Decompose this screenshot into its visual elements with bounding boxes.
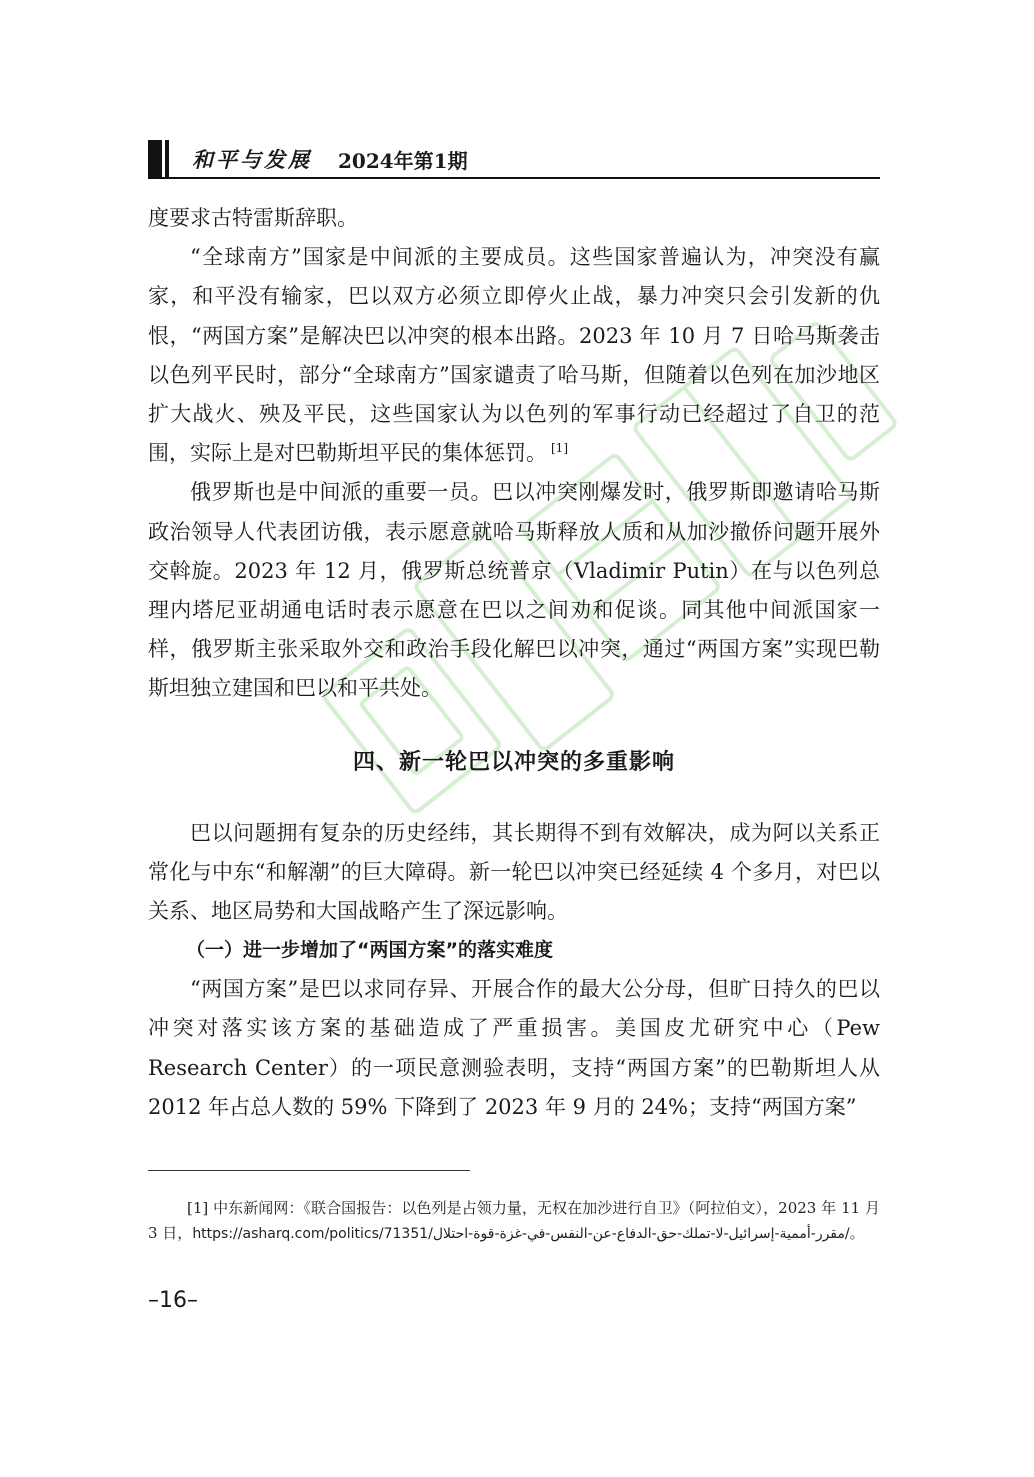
footnote: [148, 1196, 880, 1247]
section-title: 四、新一轮巴以冲突的多重影响: [352, 749, 675, 775]
paragraph-4: 巴以问题拥有复杂的历史经纬，其长期得不到有效解决，成为阿以关系正常化与中东“和解潮”的巨大障碍。新一轮巴以冲突已经延续 4 个多月，对巴以关系、地区局势和大国战略产生了深远影响。: [148, 820, 880, 924]
header-bar: [148, 140, 162, 178]
paragraph-5: “两国方案”是巴以求同存异、开展合作的最大公分母，但旷日持久的巴以冲突对落实该方案的基础造成了严重损害。美国皮尤研究中心（Pew Research Center）的一项民意测验表明，支持“两国方案”的巴勒斯坦人从 2012 年占总人数的 59% 下降到了 2023 年 9 月的 24%；支持“两国方案”: [148, 977, 880, 1119]
footnote-url[interactable]: https://asharq.com/politics/71351/مقرر-أممية-إسرائيل-لا-تملك-حق-الدفاع-عن-النفس-في-غزة-قوة-احتلال/: [192, 1226, 850, 1242]
journal-name: 和平与发展: [192, 147, 312, 172]
running-header: [148, 140, 880, 178]
footnote-rule: [148, 1170, 470, 1171]
paragraph-1: 度要求古特雷斯辞职。: [148, 206, 358, 230]
subsection-title: （一）进一步增加了“两国方案”的落实难度: [186, 939, 553, 962]
header-rule: [148, 177, 880, 179]
paragraph-2-text: “全球南方”国家是中间派的主要成员。这些国家普遍认为，冲突没有赢家，和平没有输家，巴以双方必须立即停火止战，暴力冲突只会引发新的仇恨，“两国方案”是解决巴以冲突的根本出路。2023 年 10 月 7 日哈马斯袭击以色列平民时，部分“全球南方”国家谴责了哈马斯，但随着以色列在加沙地区扩大战火、殃及平民，这些国家认为以色列的军事行动已经超过了自卫的范围，实际上是对巴勒斯坦平民的集体惩罚。: [148, 245, 880, 466]
paragraph-2: [148, 238, 880, 473]
paragraph-3: 俄罗斯也是中间派的重要一员。巴以冲突刚爆发时，俄罗斯即邀请哈马斯政治领导人代表团访俄，表示愿意就哈马斯释放人质和从加沙撤侨问题开展外交斡旋。2023 年 12 月，俄罗斯总统普京（Vladimir Putin）在与以色列总理内塔尼亚胡通电话时表示愿意在巴以之间劝和促谈。同其他中间派国家一样，俄罗斯主张采取外交和政治手段化解巴以冲突，通过“两国方案”实现巴勒斯坦独立建国和巴以和平共处。: [148, 480, 880, 701]
footnote-end: 。: [849, 1224, 865, 1242]
header-bar-thin: [165, 140, 169, 178]
footnote-ref[interactable]: [1]: [551, 441, 568, 456]
article-body: [148, 199, 880, 1127]
page-number: –16–: [148, 1288, 198, 1313]
footnote-text: [1] 中东新闻网：《联合国报告：以色列是占领力量，无权在加沙进行自卫》（阿拉伯文），2023 年 11 月 3 日，: [148, 1199, 880, 1242]
issue-label: 2024年第1期: [338, 149, 468, 173]
